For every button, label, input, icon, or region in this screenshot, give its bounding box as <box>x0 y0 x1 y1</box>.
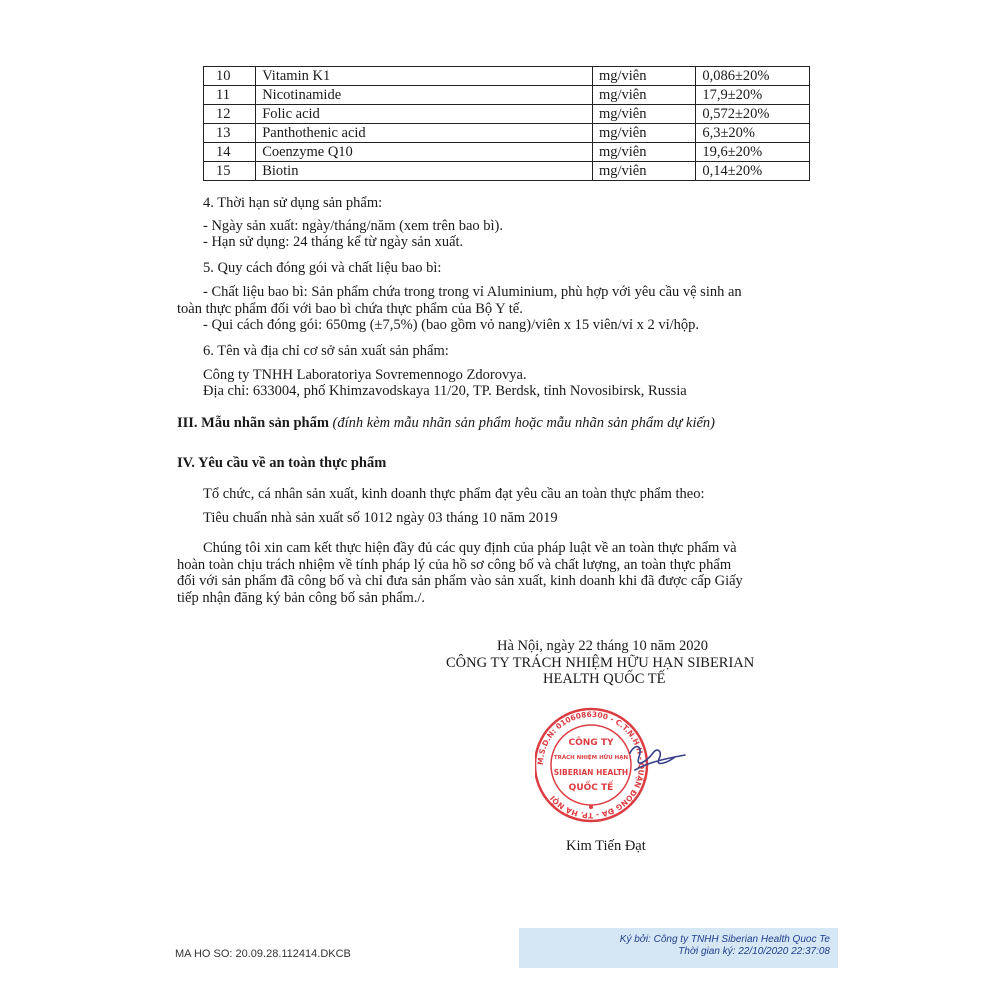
nutrient-table-body <box>204 67 810 181</box>
table-row <box>204 143 810 162</box>
signed-time: Thời gian ký: 22/10/2020 22:37:08 <box>678 946 830 957</box>
section-4-manufacture-date: - Ngày sản xuất: ngày/tháng/năm (xem trên bao bì). <box>203 218 503 234</box>
section-5-material-line1: - Chất liệu bao bì: Sản phẩm chứa trong trong vỉ Aluminium, phù hợp với yêu cầu vệ sinh an <box>203 284 742 300</box>
stamp-ring-textpath: M.S.D.N: 0106086300 - C.T.N.H.H - QUẬN ĐỐNG ĐA - TP. HÀ NỘI <box>535 709 647 821</box>
commitment-line1: Chúng tôi xin cam kết thực hiện đầy đủ các quy định của pháp luật về an toàn thực phẩm và <box>203 540 737 556</box>
signing-date: Hà Nội, ngày 22 tháng 10 năm 2020 <box>497 638 709 654</box>
signed-by: Ký bởi: Công ty TNHH Siberian Health Quoc Te <box>619 934 830 945</box>
section-6-heading: 6. Tên và địa chỉ cơ sở sản xuất sản phẩm: <box>203 343 449 359</box>
nutrient-name: Coenzyme Q10 <box>256 143 593 162</box>
company-name-line1: CÔNG TY TRÁCH NHIỆM HỮU HẠN SIBERIAN <box>446 655 755 671</box>
stamp-line-1: CÔNG TY <box>568 738 614 748</box>
unit: mg/viên <box>592 162 695 181</box>
commitment-line3: đối với sản phẩm đã công bố và chỉ đưa sản phẩm vào sản xuất, kinh doanh khi đã được cấp Giấy <box>177 573 743 589</box>
unit: mg/viên <box>592 143 695 162</box>
company-name-line2: HEALTH QUỐC TẾ <box>543 671 666 687</box>
nutrient-name: Panthothenic acid <box>256 124 593 143</box>
row-number: 15 <box>204 162 256 181</box>
section-4-expiry: - Hạn sử dụng: 24 tháng kể từ ngày sản xuất. <box>203 234 464 250</box>
row-number: 14 <box>204 143 256 162</box>
commitment-line4: tiếp nhận đăng ký bản công bố sản phẩm./. <box>177 590 426 606</box>
section-iv-heading: IV. Yêu cầu về an toàn thực phẩm <box>177 455 387 471</box>
section-iii-heading: III. Mẫu nhãn sản phẩm <box>177 415 329 431</box>
section-5-material-line2: toàn thực phẩm đối với bao bì chứa thực phẩm của Bộ Y tế. <box>177 301 523 317</box>
row-number: 13 <box>204 124 256 143</box>
stamp-ring-text <box>536 710 646 820</box>
section-5-packaging: - Qui cách đóng gói: 650mg (±7,5%) (bao gồm vỏ nang)/viên x 15 viên/vỉ x 2 vỉ/hộp. <box>203 317 700 333</box>
unit: mg/viên <box>592 105 695 124</box>
commitment-line2: hoàn toàn chịu trách nhiệm về tính pháp lý của hồ sơ công bố và chất lượng, an toàn thực phẩm <box>177 557 732 573</box>
nutrient-name: Nicotinamide <box>256 86 593 105</box>
section-iv-standard: Tiêu chuẩn nhà sản xuất số 1012 ngày 03 tháng 10 năm 2019 <box>203 510 558 526</box>
value: 0,572±20% <box>696 105 810 124</box>
value: 0,14±20% <box>696 162 810 181</box>
unit: mg/viên <box>592 124 695 143</box>
row-number: 12 <box>204 105 256 124</box>
nutrient-table <box>203 66 810 181</box>
stamp-line-4: QUỐC TẾ <box>568 783 614 793</box>
table-row <box>204 162 810 181</box>
row-number: 10 <box>204 67 256 86</box>
nutrient-name: Vitamin K1 <box>256 67 593 86</box>
stamp-inner-ring <box>551 725 631 805</box>
section-iii <box>177 415 715 432</box>
stamp-star-icon <box>589 805 593 809</box>
stamp-line-3: SIBERIAN HEALTH <box>553 768 629 777</box>
section-5-heading: 5. Quy cách đóng gói và chất liệu bao bì: <box>203 260 442 276</box>
dossier-code: MA HO SO: 20.09.28.112414.DKCB <box>175 948 351 960</box>
unit: mg/viên <box>592 67 695 86</box>
stamp-svg <box>535 695 695 835</box>
company-stamp <box>535 695 695 835</box>
unit: mg/viên <box>592 86 695 105</box>
section-6-manufacturer: Công ty TNHH Laboratoriya Sovremennogo Zdorovya. <box>203 367 527 383</box>
section-4-heading: 4. Thời hạn sử dụng sản phẩm: <box>203 195 383 211</box>
nutrient-name: Folic acid <box>256 105 593 124</box>
value: 19,6±20% <box>696 143 810 162</box>
table-row <box>204 124 810 143</box>
stamp-line-2: TRÁCH NHIỆM HỮU HẠN <box>553 755 629 761</box>
table-row <box>204 105 810 124</box>
section-iii-note: (đính kèm mẫu nhãn sản phẩm hoặc mẫu nhãn sản phẩm dự kiến) <box>332 415 715 431</box>
digital-signature-box <box>519 928 838 968</box>
section-iv-line1: Tổ chức, cá nhân sản xuất, kinh doanh thực phẩm đạt yêu cầu an toàn thực phẩm theo: <box>203 486 705 502</box>
stamp-outer-ring <box>535 709 647 821</box>
value: 17,9±20% <box>696 86 810 105</box>
value: 6,3±20% <box>696 124 810 143</box>
table-row <box>204 86 810 105</box>
row-number: 11 <box>204 86 256 105</box>
table-row <box>204 67 810 86</box>
section-6-address: Địa chỉ: 633004, phố Khimzavodskaya 11/20, TP. Berdsk, tỉnh Novosibirsk, Russia <box>203 383 687 399</box>
nutrient-name: Biotin <box>256 162 593 181</box>
value: 0,086±20% <box>696 67 810 86</box>
signer-name: Kim Tiến Đạt <box>566 838 646 854</box>
